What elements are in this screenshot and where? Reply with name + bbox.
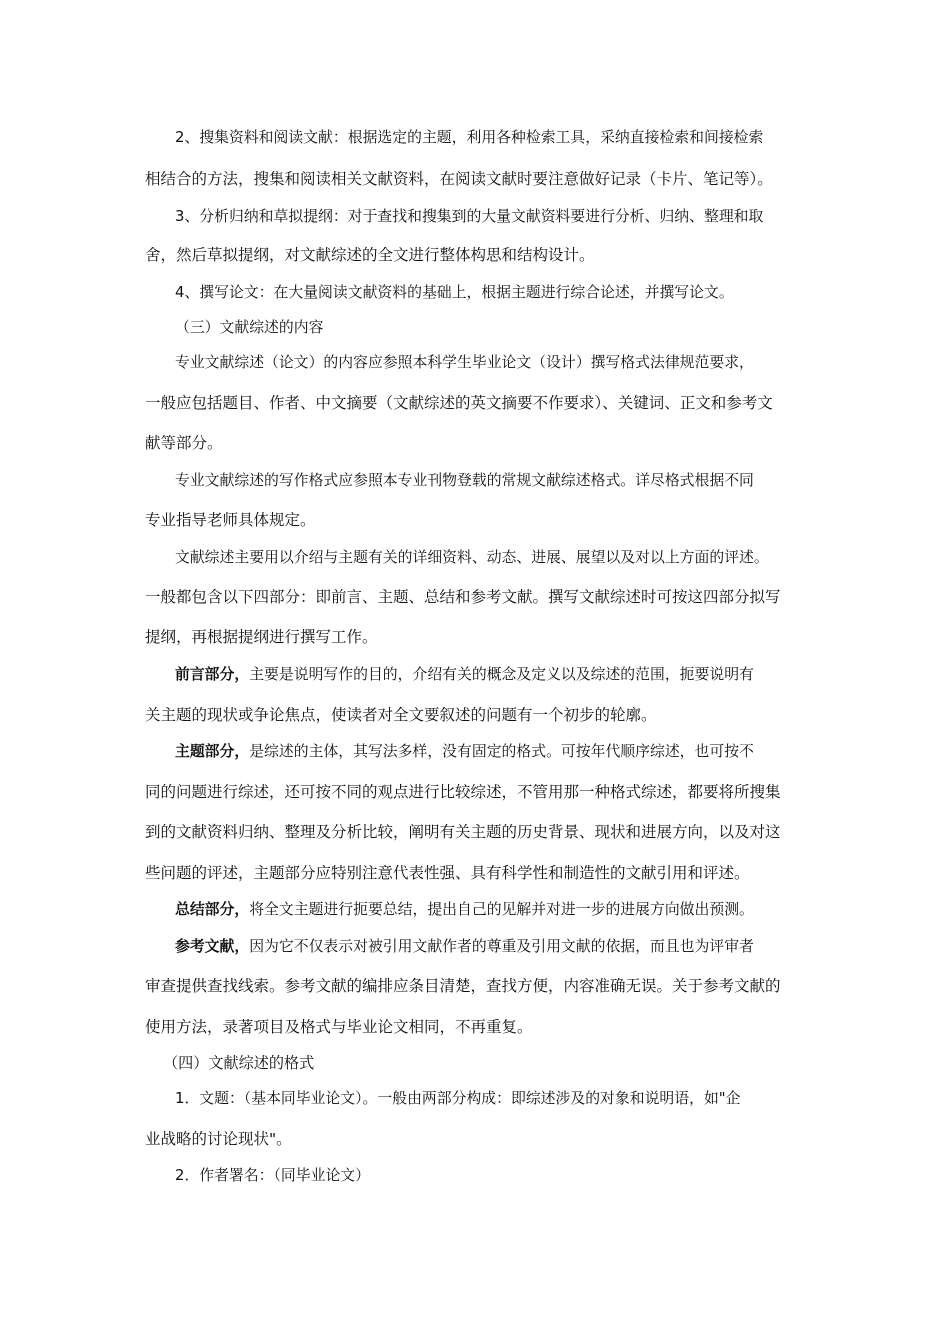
section4-heading: （四）文献综述的格式 bbox=[163, 1054, 315, 1072]
para1-line-2: 一般应包括题目、作者、中文摘要（文献综述的英文摘要不作要求）、关键词、正文和参考文 bbox=[145, 394, 773, 412]
para1-line-3: 献等部分。 bbox=[145, 434, 223, 452]
body-line-3: 到的文献资料归纳、整理及分析比较，阐明有关主题的历史背景、现状和进展方向，以及对这 bbox=[145, 823, 781, 841]
refs-line-2: 审查提供查找线索。参考文献的编排应条目清楚，查找方便，内容准确无误。关于参考文献的 bbox=[145, 977, 781, 995]
para1-line-1: 专业文献综述（论文）的内容应参照本科学生毕业论文（设计）撰写格式法律规范要求， bbox=[175, 353, 754, 371]
step4-line: 4、撰写论文：在大量阅读文献资料的基础上，根据主题进行综合论述，并撰写论文。 bbox=[175, 283, 734, 301]
refs-bold-label: 参考文献， bbox=[175, 937, 250, 955]
body-bold-label: 主题部分， bbox=[175, 742, 250, 760]
step3-line-1: 3、分析归纳和草拟提纲：对于查找和搜集到的大量文献资料要进行分析、归纳、整理和取 bbox=[175, 207, 764, 225]
step2-line-1: 2、搜集资料和阅读文献：根据选定的主题，利用各种检索工具，采纳直接检索和间接检索 bbox=[175, 128, 764, 146]
refs-line-1-text: 因为它不仅表示对被引用文献作者的尊重及引用文献的依据，而且也为评审者 bbox=[249, 937, 754, 955]
body-line-2: 同的问题进行综述，还可按不同的观点进行比较综述，不管用那一种格式综述，都要将所搜集 bbox=[145, 783, 781, 801]
summary-bold-label: 总结部分， bbox=[175, 900, 250, 918]
intro-line-1-text: 主要是说明写作的目的，介绍有关的概念及定义以及综述的范围，扼要说明有 bbox=[249, 665, 754, 683]
intro-line-2: 关主题的现状或争论焦点，使读者对全文要叙述的问题有一个初步的轮廓。 bbox=[145, 706, 657, 724]
summary-line-text: 将全文主题进行扼要总结，提出自己的见解并对进一步的进展方向做出预测。 bbox=[249, 900, 754, 918]
format2-line: 2．作者署名：（同毕业论文） bbox=[175, 1166, 370, 1184]
para3-line-3: 提纲，再根据提纲进行撰写工作。 bbox=[145, 628, 378, 646]
body-line-4: 些问题的评述，主题部分应特别注意代表性强、具有科学性和制造性的文献引用和评述。 bbox=[145, 864, 750, 882]
step3-line-2: 舍，然后草拟提纲，对文献综述的全文进行整体构思和结构设计。 bbox=[145, 246, 595, 264]
summary-line bbox=[175, 898, 840, 920]
para3-line-2: 一般都包含以下四部分：即前言、主题、总结和参考文献。撰写文献综述时可按这四部分拟写 bbox=[145, 588, 781, 606]
para2-line-1: 专业文献综述的写作格式应参照本专业刊物登载的常规文献综述格式。详尽格式根据不同 bbox=[175, 471, 754, 489]
format1-line-2: 业战略的讨论现状"。 bbox=[145, 1130, 292, 1148]
refs-line-1 bbox=[175, 935, 840, 957]
section3-heading: （三）文献综述的内容 bbox=[175, 318, 324, 336]
refs-line-3: 使用方法，录著项目及格式与毕业论文相同，不再重复。 bbox=[145, 1018, 533, 1036]
body-line-1 bbox=[175, 740, 840, 762]
intro-bold-label: 前言部分， bbox=[175, 665, 250, 683]
para3-line-1: 文献综述主要用以介绍与主题有关的详细资料、动态、进展、展望以及对以上方面的评述。 bbox=[175, 548, 769, 566]
para2-line-2: 专业指导老师具体规定。 bbox=[145, 511, 316, 529]
step2-line-2: 相结合的方法，搜集和阅读相关文献资料，在阅读文献时要注意做好记录（卡片、笔记等）。 bbox=[145, 170, 773, 188]
body-line-1-text: 是综述的主体，其写法多样，没有固定的格式。可按年代顺序综述，也可按不 bbox=[249, 742, 754, 760]
format1-line-1: 1．文题：（基本同毕业论文）。一般由两部分构成：即综述涉及的对象和说明语，如"企 bbox=[175, 1089, 741, 1107]
intro-line-1 bbox=[175, 663, 840, 685]
